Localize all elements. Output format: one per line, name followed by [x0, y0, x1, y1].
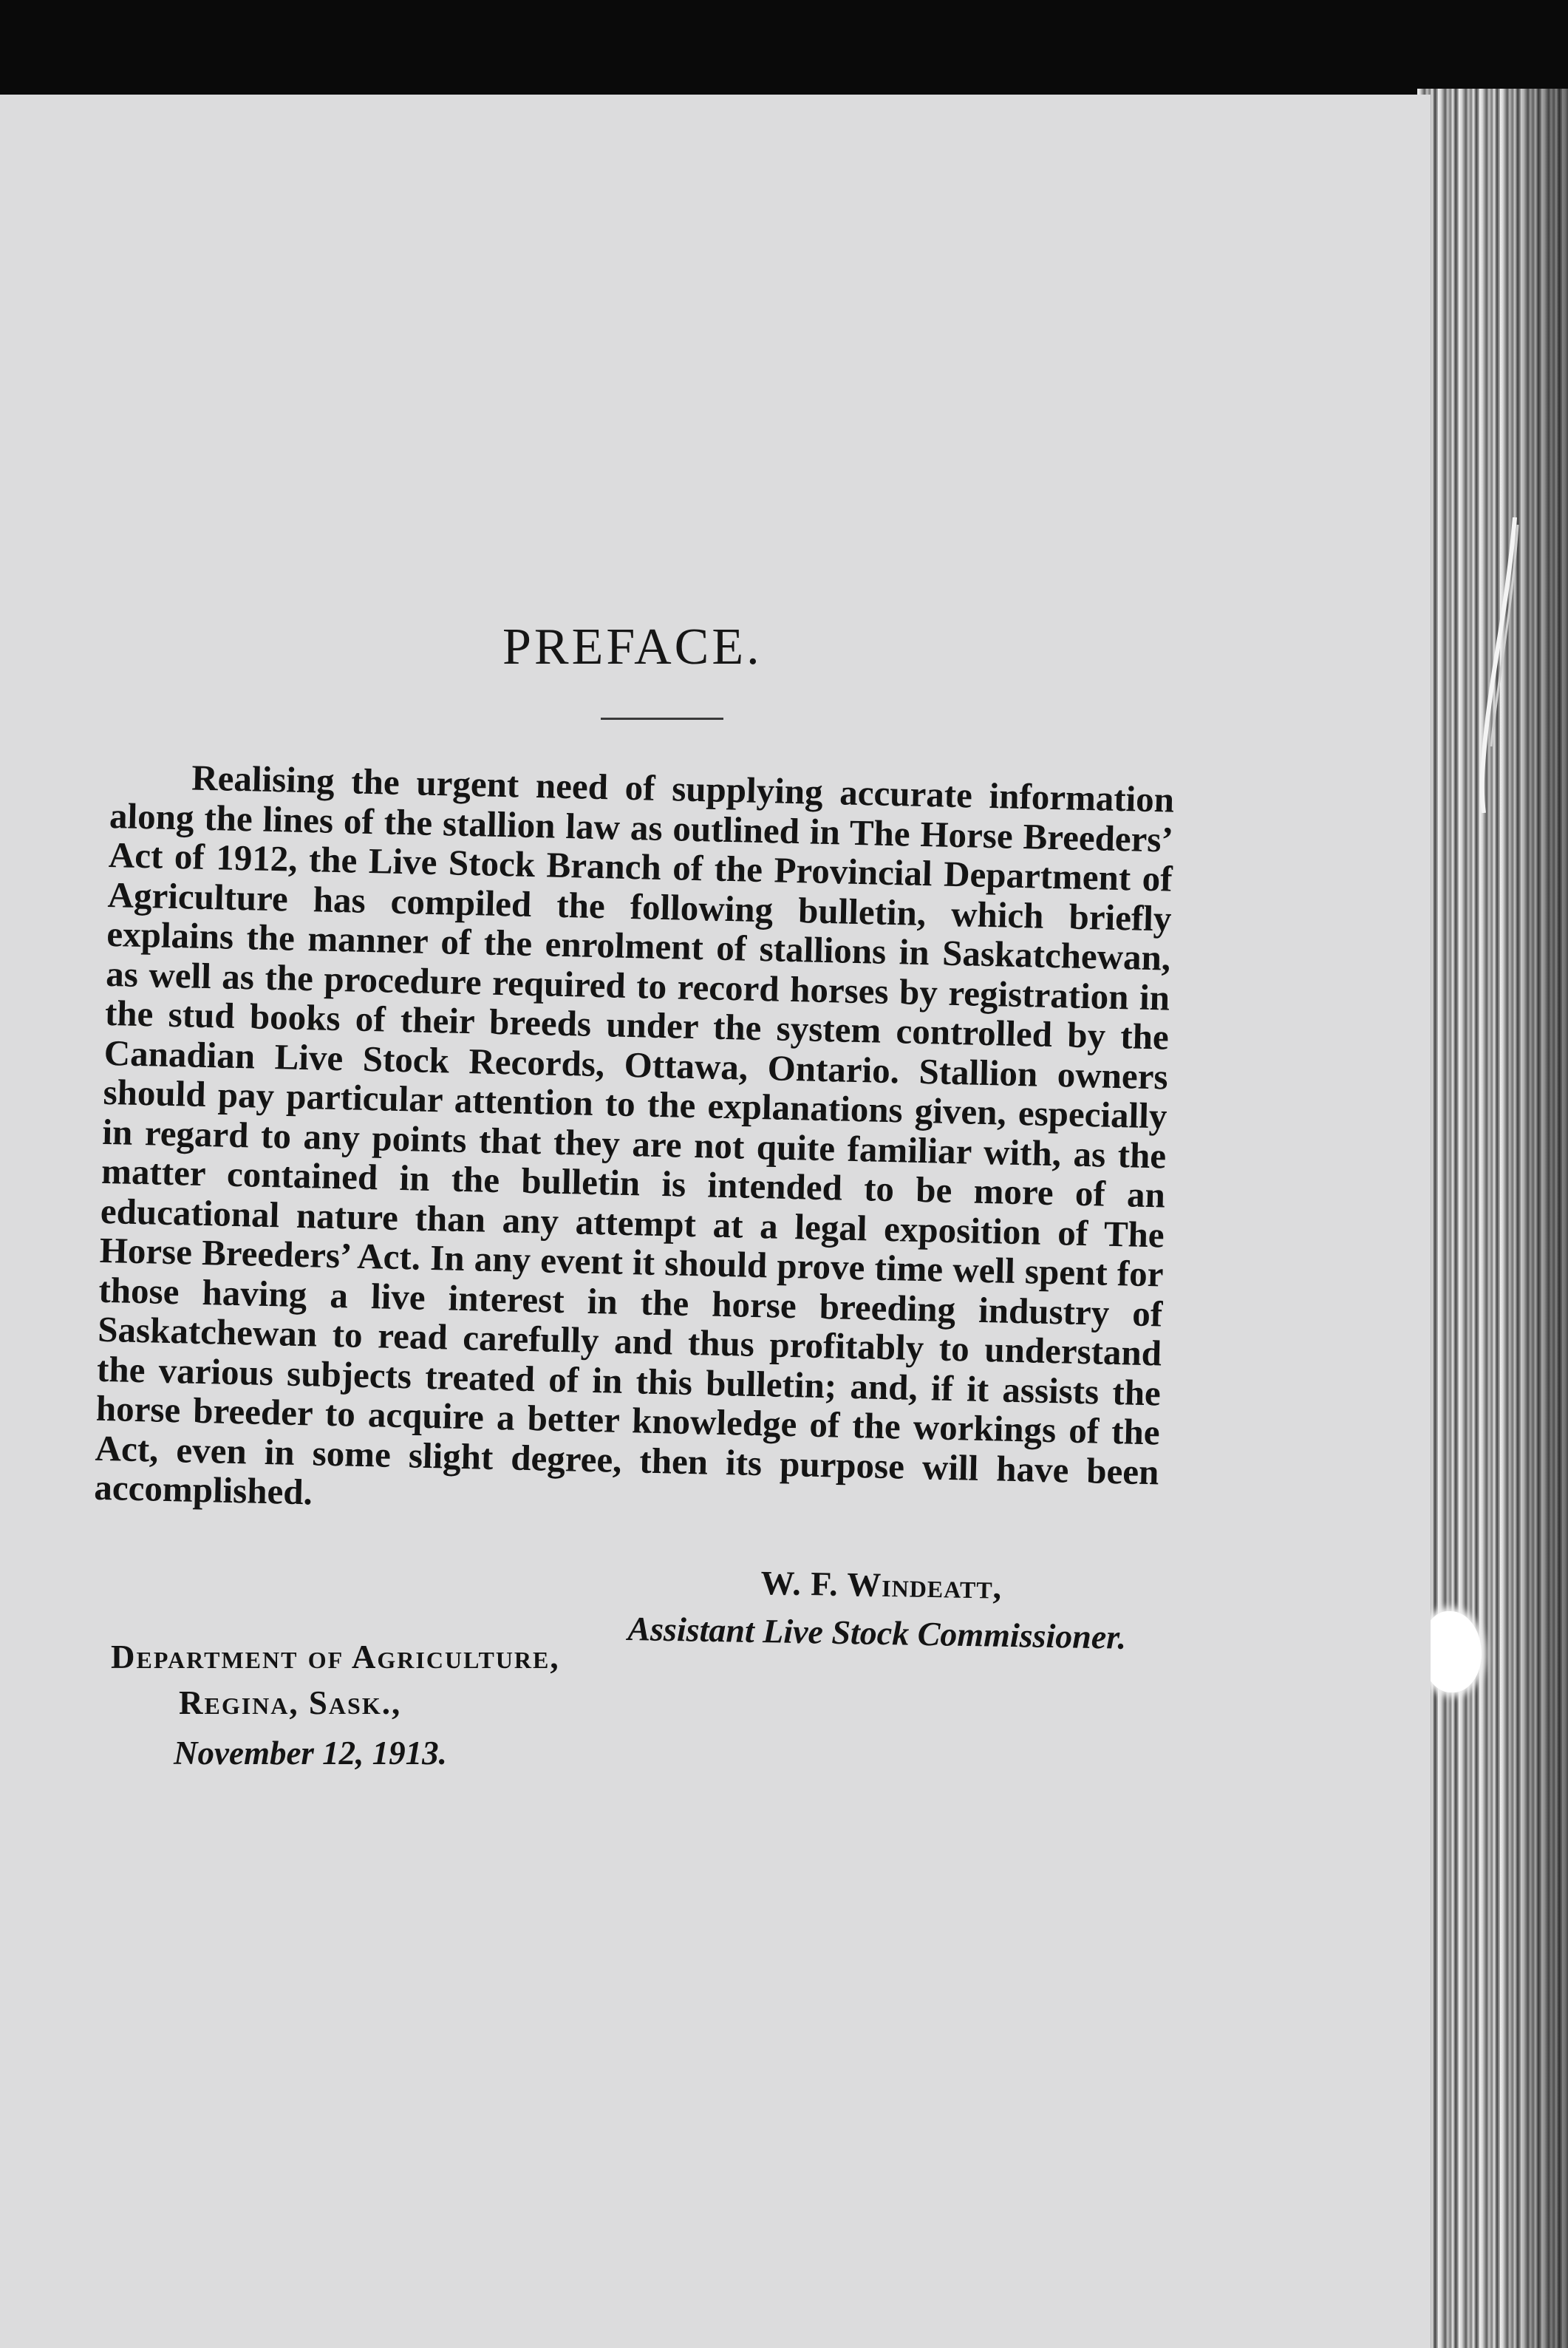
- signature-title: Assistant Live Stock Commissioner.: [627, 1609, 1127, 1656]
- department-name: Department of Agriculture,: [111, 1639, 560, 1675]
- bookmark-ribbon: [1478, 517, 1522, 813]
- page-edge-shadow: [1500, 89, 1568, 2348]
- document-date: November 12, 1913.: [174, 1735, 447, 1772]
- title-divider: [601, 718, 723, 720]
- page-sheet: [0, 95, 1431, 2348]
- paper-damage-spot: [1422, 1611, 1482, 1692]
- page-title: PREFACE.: [502, 619, 763, 676]
- signature-name: W. F. Windeatt,: [760, 1563, 1003, 1606]
- department-location: Regina, Sask.,: [179, 1684, 402, 1721]
- preface-paragraph: Realising the urgent need of supplying accurate information along the lines of the stallion law as outlined in The Horse Breeders’ Act of 1912, the Live Stock Branch of the Provincial Department of Agriculture has compiled the following bulletin, which briefly explains the manner of the enrolment of stallions in Saskatchewan, as well as the procedure required to record horses by registration in the stud books of their breeds under the system controlled by the Canadian Live Stock Records, Ottawa, Ontario. Stallion owners should pay particular attention to the explanations given, especially in regard to any points that they are not quite familiar with, as the matter contained in the bulletin is intended to be more of an educational nature than any attempt at a legal exposition of The Horse Breeders’ Act. In any event it should prove time well spent for those having a live interest in the horse breeding industry of Saskatchewan to read carefully and thus profitably to understand the various subjects treated of in this bulletin; and, if it assists the horse breeder to acquire a better knowledge of the workings of the Act, even in some slight degree, then its purpose will have been accomplished.: [93, 757, 1175, 1513]
